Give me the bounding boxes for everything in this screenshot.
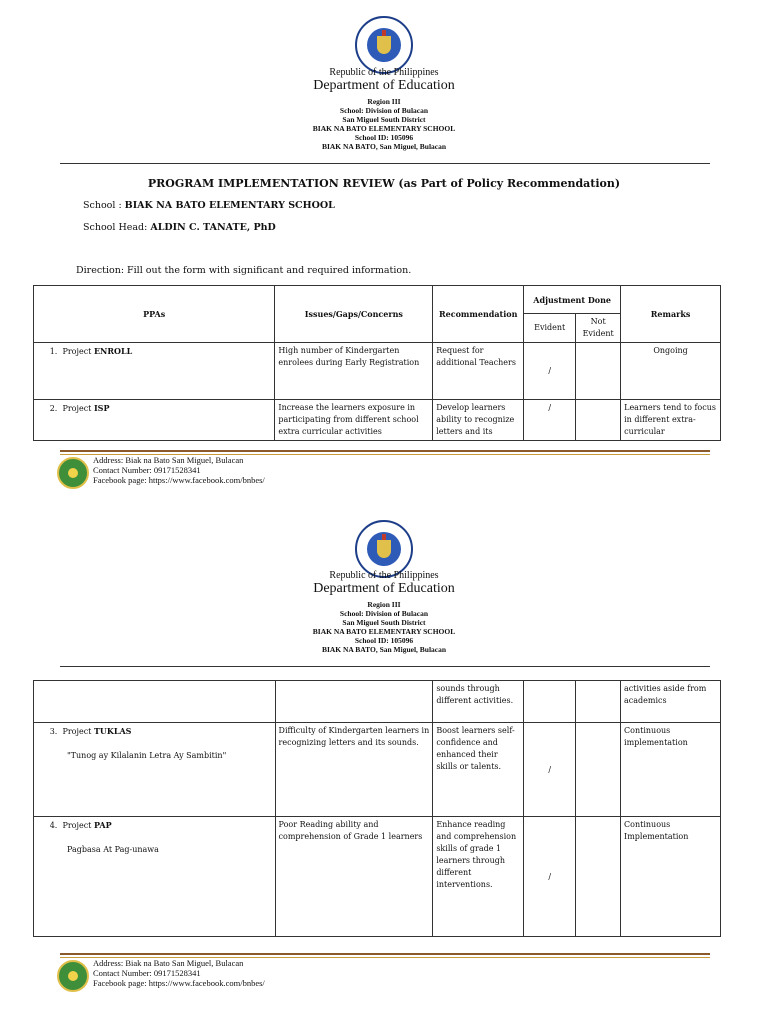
remarks-cell: Continuous implementation — [621, 723, 721, 817]
footer-address: Address: Biak na Bato San Miguel, Bulacan — [93, 455, 244, 465]
footer-text — [93, 455, 265, 485]
department-title: Department of Education — [313, 581, 455, 596]
table-row — [34, 343, 721, 400]
col-header-issues: Issues/Gaps/Concerns — [275, 286, 433, 343]
recommendation-cell: Develop learners ability to recognize letters and its — [433, 400, 524, 441]
row-number: 3. — [49, 727, 58, 736]
head-label: School Head: — [83, 222, 151, 233]
not-evident-cell — [576, 681, 621, 723]
not-evident-cell — [576, 817, 621, 937]
evident-cell: / — [524, 817, 576, 937]
issue-cell: Poor Reading ability and comprehension of Grade 1 learners — [275, 817, 433, 937]
school-name-text: BIAK NA BATO ELEMENTARY SCHOOL — [312, 627, 456, 636]
review-table-part1 — [33, 285, 721, 441]
head-value: ALDIN C. TANATE, PhD — [150, 222, 276, 233]
school-line — [83, 200, 335, 211]
department-title: Department of Education — [313, 78, 455, 93]
not-evident-cell — [576, 723, 621, 817]
row-number: 2. — [49, 404, 58, 413]
issue-cell — [275, 681, 433, 723]
school-name-text: BIAK NA BATO ELEMENTARY SCHOOL — [312, 124, 456, 133]
footer-text — [93, 958, 265, 988]
table-row — [34, 723, 721, 817]
republic-text: Republic of the Philippines — [329, 67, 439, 78]
ppa-cell — [34, 681, 276, 723]
recommendation-cell: Request for additional Teachers — [433, 343, 524, 400]
page-footer — [0, 953, 768, 997]
school-label: School : — [83, 200, 125, 211]
issue-cell: High number of Kindergarten enrolees during Early Registration — [275, 343, 433, 400]
header-divider — [60, 666, 710, 667]
col-header-ppas: PPAs — [34, 286, 275, 343]
letterhead — [0, 570, 768, 654]
school-id-text: School ID: 105096 — [354, 133, 414, 142]
ppa-prefix: Project — [62, 347, 94, 356]
ppa-cell — [34, 723, 276, 817]
table-row — [34, 400, 721, 441]
col-header-adjustment: Adjustment Done — [524, 286, 621, 314]
ppa-subtitle: Pagbasa At Pag-unawa — [67, 845, 159, 854]
region-text: Region III — [367, 600, 401, 609]
ppa-name: ISP — [93, 403, 110, 413]
remarks-cell: Ongoing — [621, 343, 721, 400]
school-address-text: BIAK NA BATO, San Miguel, Bulacan — [321, 645, 447, 654]
evident-cell: / — [524, 400, 576, 441]
school-logo — [57, 960, 89, 992]
col-header-remarks: Remarks — [621, 286, 721, 343]
head-line — [83, 222, 276, 233]
letterhead — [0, 67, 768, 151]
district-text: San Miguel South District — [342, 618, 426, 627]
footer-rule — [60, 450, 710, 452]
evident-cell — [524, 681, 576, 723]
recommendation-cell: Boost learners self- confidence and enhanced their skills or talents. — [433, 723, 524, 817]
ppa-name: TUKLAS — [93, 726, 132, 736]
republic-text: Republic of the Philippines — [329, 570, 439, 581]
issue-cell: Difficulty of Kindergarten learners in recognizing letters and its sounds. — [275, 723, 433, 817]
col-header-not-evident: Not Evident — [576, 314, 621, 343]
footer-rule — [60, 953, 710, 955]
footer-address: Address: Biak na Bato San Miguel, Bulacan — [93, 958, 244, 968]
ppa-prefix: Project — [62, 404, 94, 413]
school-value: BIAK NA BATO ELEMENTARY SCHOOL — [124, 200, 335, 211]
ppa-name: ENROLL — [93, 346, 133, 356]
col-header-recommendation: Recommendation — [433, 286, 524, 343]
region-text: Region III — [367, 97, 401, 106]
school-logo — [57, 457, 89, 489]
seal-logo — [355, 16, 413, 74]
footer-contact: Contact Number: 09171528341 — [93, 968, 201, 978]
division-text: School: Division of Bulacan — [339, 609, 429, 618]
evident-cell: / — [524, 723, 576, 817]
recommendation-cell: Enhance reading and comprehension skills of grade 1 learners through different interventions. — [433, 817, 524, 937]
col-header-evident: Evident — [524, 314, 576, 343]
not-evident-cell — [576, 400, 621, 441]
footer-facebook: Facebook page: https://www.facebook.com/bnbes/ — [93, 475, 265, 485]
footer-facebook: Facebook page: https://www.facebook.com/bnbes/ — [93, 978, 265, 988]
division-text: School: Division of Bulacan — [339, 106, 429, 115]
recommendation-cell: sounds through different activities. — [433, 681, 524, 723]
issue-cell: Increase the learners exposure in participating from different school extra curricular activities — [275, 400, 433, 441]
not-evident-cell — [576, 343, 621, 400]
table-row — [34, 817, 721, 937]
page-footer — [0, 450, 768, 494]
direction-text: Direction: Fill out the form with significant and required information. — [76, 265, 412, 276]
footer-contact: Contact Number: 09171528341 — [93, 465, 201, 475]
page-title: PROGRAM IMPLEMENTATION REVIEW (as Part of Policy Recommendation) — [147, 177, 621, 190]
ppa-cell — [34, 343, 275, 400]
school-id-text: School ID: 105096 — [354, 636, 414, 645]
evident-cell: / — [524, 343, 576, 400]
ppa-name: PAP — [93, 820, 112, 830]
ppa-subtitle: "Tunog ay Kilalanin Letra Ay Sambitin" — [67, 751, 227, 760]
ppa-prefix: Project — [62, 727, 94, 736]
ppa-cell — [34, 400, 275, 441]
row-number: 4. — [49, 821, 58, 830]
school-address-text: BIAK NA BATO, San Miguel, Bulacan — [321, 142, 447, 151]
district-text: San Miguel South District — [342, 115, 426, 124]
ppa-prefix: Project — [62, 821, 94, 830]
review-table-part2 — [33, 680, 721, 937]
remarks-cell: activities aside from academics — [621, 681, 721, 723]
table-row-continued — [34, 681, 721, 723]
row-number: 1. — [49, 347, 58, 356]
header-divider — [60, 163, 710, 164]
remarks-cell: Continuous Implementation — [621, 817, 721, 937]
remarks-cell: Learners tend to focus in different extra-curricular — [621, 400, 721, 441]
ppa-cell — [34, 817, 276, 937]
